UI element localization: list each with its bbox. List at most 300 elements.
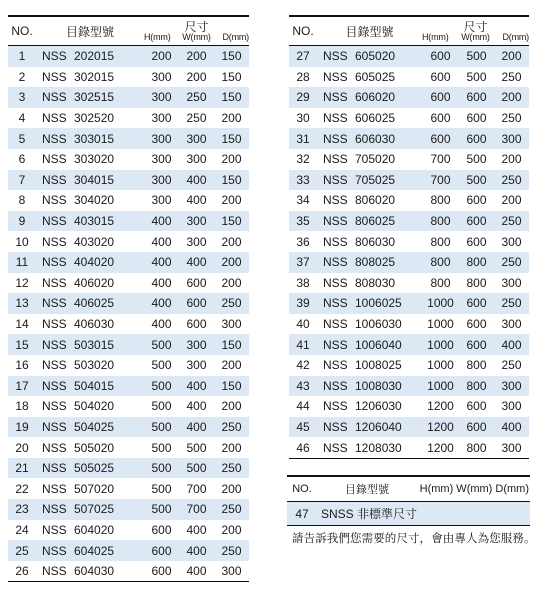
catalog-prefix: NSS <box>323 172 348 187</box>
cell-catalog <box>36 293 144 314</box>
table-row <box>289 108 529 129</box>
cell-d: 250 <box>214 499 249 520</box>
cell-catalog <box>36 478 144 499</box>
cell-d: 300 <box>494 128 529 149</box>
cell-no: 29 <box>289 87 317 108</box>
cell-w: 400 <box>186 193 207 208</box>
cell-d: 200 <box>221 522 242 537</box>
cell-d: 200 <box>501 152 522 167</box>
catalog-prefix: NSS <box>42 317 67 332</box>
cell-d: 250 <box>494 211 529 232</box>
cell-catalog <box>36 355 144 376</box>
table-body-right <box>289 46 529 459</box>
cell-catalog <box>36 108 144 129</box>
cell-no: 5 <box>8 128 36 149</box>
header-d: D(mm) <box>222 32 249 42</box>
cell-h: 500 <box>144 458 179 479</box>
catalog-number: 604020 <box>74 522 115 537</box>
catalog-number: 1006025 <box>355 296 402 311</box>
cell-h: 700 <box>422 170 459 191</box>
cell-h: 1000 <box>422 334 459 355</box>
catalog-prefix: NSS <box>323 378 348 393</box>
cell-h: 500 <box>151 440 172 455</box>
table-row <box>8 561 249 582</box>
cell-catalog <box>36 396 144 417</box>
cell-h: 400 <box>151 317 172 332</box>
cell-d: 250 <box>494 252 529 273</box>
catalog-prefix: NSS <box>42 131 67 146</box>
cell-d: 300 <box>494 376 529 397</box>
catalog-prefix: NSS <box>42 522 67 537</box>
cell-d: 250 <box>214 540 249 561</box>
catalog-number: 304020 <box>74 193 115 208</box>
cell-d: 300 <box>501 234 522 249</box>
cell-catalog <box>317 128 422 149</box>
cell-d: 200 <box>221 275 242 290</box>
table-row <box>289 190 529 211</box>
cell-catalog <box>317 376 422 397</box>
size-table-left <box>8 15 249 582</box>
cell-no: 4 <box>18 111 26 126</box>
catalog-number: 503020 <box>74 358 115 373</box>
table-row <box>289 334 529 355</box>
catalog-prefix: NSS <box>42 419 67 434</box>
catalog-number: 403015 <box>74 214 115 229</box>
table-body-left <box>8 46 249 582</box>
cell-no: 15 <box>8 334 36 355</box>
cell-catalog <box>317 87 422 108</box>
cell-no: 46 <box>289 437 317 458</box>
cell-h: 600 <box>422 128 459 149</box>
catalog-number: 504015 <box>74 378 115 393</box>
cell-no: 34 <box>296 193 310 208</box>
cell-catalog <box>36 334 144 355</box>
cell-d: 300 <box>501 275 522 290</box>
catalog-prefix: NSS <box>42 564 67 579</box>
cell-h: 800 <box>430 193 451 208</box>
table-row <box>289 417 529 438</box>
cell-d: 200 <box>501 193 522 208</box>
cell-no: 43 <box>289 376 317 397</box>
cell-catalog <box>36 231 144 252</box>
cell-h: 400 <box>144 293 179 314</box>
cell-catalog <box>36 67 144 88</box>
cell-no: 41 <box>289 334 317 355</box>
cell-d: 150 <box>214 376 249 397</box>
cell-d: 400 <box>494 417 529 438</box>
cell-d: 300 <box>501 399 522 414</box>
cell-catalog <box>36 190 144 211</box>
cell-catalog <box>36 314 144 335</box>
header-catalog: 目錄型號 <box>36 16 144 46</box>
cell-catalog <box>317 190 422 211</box>
table-row <box>8 293 249 314</box>
catalog-prefix: NSS <box>323 214 348 229</box>
cell-d: 200 <box>494 46 529 67</box>
catalog-number: 302015 <box>74 69 115 84</box>
catalog-prefix: NSS <box>42 111 67 126</box>
table-row <box>8 376 249 397</box>
special-description: SNSS 非標準尺寸 <box>317 502 530 526</box>
catalog-number: 605020 <box>355 49 396 64</box>
catalog-prefix: NSS <box>323 337 348 352</box>
cell-h: 800 <box>422 211 459 232</box>
cell-catalog <box>36 520 144 541</box>
catalog-prefix: NSS <box>323 111 348 126</box>
cell-catalog <box>36 561 144 582</box>
cell-h: 600 <box>422 46 459 67</box>
cell-h: 500 <box>144 376 179 397</box>
cell-h: 1000 <box>427 317 454 332</box>
cell-no: 8 <box>18 193 26 208</box>
cell-catalog <box>36 170 144 191</box>
cell-w: 700 <box>179 499 214 520</box>
cell-w: 400 <box>179 561 214 582</box>
cell-d: 200 <box>214 252 249 273</box>
catalog-number: 705025 <box>355 172 396 187</box>
catalog-number: 202015 <box>74 49 115 64</box>
cell-no: 14 <box>15 317 29 332</box>
catalog-number: 808025 <box>355 255 396 270</box>
cell-h: 800 <box>430 234 451 249</box>
header-h: H(mm) <box>422 32 449 42</box>
cell-h: 300 <box>151 111 172 126</box>
cell-d: 250 <box>494 293 529 314</box>
cell-no: 20 <box>15 440 29 455</box>
cell-no: 21 <box>8 458 36 479</box>
catalog-number: 505020 <box>74 440 115 455</box>
catalog-prefix: NSS <box>42 90 67 105</box>
cell-no: 31 <box>289 128 317 149</box>
table-row <box>289 170 529 191</box>
cell-d: 200 <box>221 193 242 208</box>
catalog-prefix: NSS <box>42 358 67 373</box>
cell-catalog <box>36 46 144 67</box>
cell-w: 600 <box>466 193 487 208</box>
cell-h: 1000 <box>422 293 459 314</box>
cell-no: 19 <box>8 417 36 438</box>
cell-w: 400 <box>179 376 214 397</box>
cell-d: 200 <box>221 440 242 455</box>
cell-h: 700 <box>430 152 451 167</box>
special-table-row <box>287 502 530 526</box>
catalog-number: 705020 <box>355 152 396 167</box>
cell-h: 400 <box>144 252 179 273</box>
cell-h: 1200 <box>422 417 459 438</box>
cell-d: 200 <box>221 111 242 126</box>
cell-w: 600 <box>186 275 207 290</box>
table-row <box>8 396 249 417</box>
cell-h: 500 <box>151 481 172 496</box>
cell-h: 300 <box>144 170 179 191</box>
catalog-number: 1006040 <box>355 337 402 352</box>
cell-w: 600 <box>466 399 487 414</box>
cell-catalog <box>317 334 422 355</box>
cell-w: 600 <box>459 128 494 149</box>
cell-h: 400 <box>144 211 179 232</box>
cell-h: 800 <box>422 252 459 273</box>
cell-catalog <box>36 376 144 397</box>
cell-catalog <box>36 458 144 479</box>
catalog-prefix: NSS <box>323 296 348 311</box>
cell-catalog <box>317 314 422 335</box>
custom-size-note: 請告訴我們您需要的尺寸，會由專人為您服務。 <box>292 533 536 545</box>
cell-h: 600 <box>422 87 459 108</box>
catalog-prefix: NSS <box>42 440 67 455</box>
cell-w: 300 <box>186 358 207 373</box>
cell-no: 23 <box>8 499 36 520</box>
cell-no: 40 <box>296 317 310 332</box>
catalog-number: 503015 <box>74 337 115 352</box>
catalog-prefix: NSS <box>42 399 67 414</box>
cell-h: 300 <box>144 87 179 108</box>
catalog-number: 606030 <box>355 131 396 146</box>
cell-w: 600 <box>466 234 487 249</box>
catalog-prefix: NSS <box>42 69 67 84</box>
catalog-number: 504025 <box>74 419 115 434</box>
catalog-number: 604025 <box>74 543 115 558</box>
cell-catalog <box>36 417 144 438</box>
table-row <box>8 417 249 438</box>
cell-d: 250 <box>214 458 249 479</box>
header-catalog: 目錄型號 <box>317 16 422 46</box>
table-row <box>8 458 249 479</box>
cell-w: 300 <box>186 234 207 249</box>
header-no: NO. <box>289 16 317 46</box>
cell-no: 12 <box>15 275 29 290</box>
cell-h: 600 <box>151 522 172 537</box>
cell-catalog <box>317 355 422 376</box>
table-row <box>8 149 249 170</box>
catalog-prefix: NSS <box>323 419 348 434</box>
cell-no: 37 <box>289 252 317 273</box>
table-row <box>8 211 249 232</box>
cell-h: 500 <box>144 334 179 355</box>
cell-w: 400 <box>179 170 214 191</box>
cell-catalog <box>317 417 422 438</box>
catalog-number: 1008030 <box>355 378 402 393</box>
cell-no: 3 <box>8 87 36 108</box>
cell-no: 36 <box>296 234 310 249</box>
cell-w: 800 <box>459 437 494 458</box>
header-w: W(mm) <box>461 32 490 42</box>
cell-no: 2 <box>18 69 26 84</box>
header-w: W(mm) <box>182 32 211 42</box>
catalog-prefix: NSS <box>42 193 67 208</box>
catalog-prefix: NSS <box>42 337 67 352</box>
cell-w: 300 <box>179 334 214 355</box>
table-row <box>8 314 249 335</box>
size-table-right <box>289 15 529 459</box>
cell-no: 1 <box>8 46 36 67</box>
cell-catalog <box>317 108 422 129</box>
special-table-header <box>287 476 530 502</box>
catalog-number: 806030 <box>355 234 396 249</box>
catalog-number: 806020 <box>355 193 396 208</box>
header-dimensions <box>422 16 529 46</box>
cell-no: 25 <box>8 540 36 561</box>
cell-no: 45 <box>289 417 317 438</box>
table-row <box>289 355 529 376</box>
cell-w: 700 <box>186 481 207 496</box>
table-row <box>8 520 249 541</box>
cell-catalog <box>36 87 144 108</box>
table-row <box>8 437 249 458</box>
table-row <box>289 87 529 108</box>
catalog-prefix: NSS <box>323 193 348 208</box>
cell-no: 32 <box>296 152 310 167</box>
catalog-number: 303015 <box>74 131 115 146</box>
special-size-table <box>287 475 530 526</box>
cell-h: 500 <box>144 499 179 520</box>
cell-h: 500 <box>151 358 172 373</box>
cell-d: 400 <box>494 334 529 355</box>
cell-w: 400 <box>179 540 214 561</box>
cell-w: 500 <box>459 170 494 191</box>
table-row <box>8 231 249 252</box>
catalog-prefix: NSS <box>323 152 348 167</box>
catalog-number: 1008025 <box>355 358 402 373</box>
header-h: H(mm) <box>144 32 171 42</box>
cell-h: 1200 <box>422 437 459 458</box>
catalog-prefix: NSS <box>323 440 348 455</box>
cell-w: 600 <box>466 317 487 332</box>
cell-catalog <box>317 67 422 88</box>
cell-h: 300 <box>151 69 172 84</box>
cell-d: 150 <box>214 170 249 191</box>
cell-d: 150 <box>214 87 249 108</box>
cell-d: 150 <box>214 334 249 355</box>
catalog-number: 302520 <box>74 111 115 126</box>
cell-no: 27 <box>289 46 317 67</box>
cell-d: 250 <box>501 69 522 84</box>
header-dimension-title: 尺寸 <box>184 20 209 34</box>
table-row <box>289 273 529 294</box>
cell-catalog <box>317 293 422 314</box>
table-header <box>8 16 249 46</box>
table-row <box>8 252 249 273</box>
catalog-prefix: NSS <box>323 275 348 290</box>
catalog-prefix: NSS <box>323 49 348 64</box>
catalog-number: 404020 <box>74 255 115 270</box>
table-row <box>8 170 249 191</box>
cell-w: 600 <box>466 111 487 126</box>
catalog-prefix: NSS <box>42 543 67 558</box>
catalog-number: 507025 <box>74 502 115 517</box>
special-header-no: NO. <box>287 476 317 502</box>
catalog-number: 1206030 <box>355 399 402 414</box>
cell-w: 600 <box>459 334 494 355</box>
catalog-number: 507020 <box>74 481 115 496</box>
cell-no: 11 <box>8 252 36 273</box>
cell-w: 600 <box>186 317 207 332</box>
cell-w: 800 <box>466 358 487 373</box>
cell-no: 28 <box>296 69 310 84</box>
cell-d: 200 <box>221 358 242 373</box>
table-row <box>8 334 249 355</box>
cell-no: 13 <box>8 293 36 314</box>
catalog-number: 604030 <box>74 564 115 579</box>
catalog-prefix: NSS <box>323 69 348 84</box>
cell-w: 300 <box>186 152 207 167</box>
cell-h: 1200 <box>427 399 454 414</box>
cell-d: 250 <box>501 358 522 373</box>
table-row <box>289 149 529 170</box>
table-row <box>289 252 529 273</box>
table-row <box>8 355 249 376</box>
cell-no: 24 <box>15 522 29 537</box>
cell-no: 38 <box>296 275 310 290</box>
table-row <box>289 231 529 252</box>
table-row <box>8 67 249 88</box>
special-header-catalog: 目錄型號 <box>317 476 417 502</box>
cell-w: 600 <box>459 417 494 438</box>
cell-catalog <box>36 149 144 170</box>
cell-w: 500 <box>186 440 207 455</box>
cell-d: 300 <box>501 317 522 332</box>
cell-d: 150 <box>214 46 249 67</box>
cell-h: 400 <box>151 275 172 290</box>
catalog-number: 302515 <box>74 90 115 105</box>
cell-w: 500 <box>459 46 494 67</box>
catalog-prefix: NSS <box>323 131 348 146</box>
cell-catalog <box>36 128 144 149</box>
table-header <box>289 16 529 46</box>
cell-d: 200 <box>494 87 529 108</box>
cell-catalog <box>36 252 144 273</box>
cell-no: 44 <box>296 399 310 414</box>
cell-d: 150 <box>221 69 242 84</box>
cell-no: 26 <box>8 561 36 582</box>
header-dimension-title: 尺寸 <box>463 20 488 34</box>
cell-catalog <box>317 273 422 294</box>
cell-catalog <box>317 231 422 252</box>
cell-h: 300 <box>151 193 172 208</box>
catalog-prefix: NSS <box>42 275 67 290</box>
cell-h: 300 <box>151 152 172 167</box>
catalog-number: 303020 <box>74 152 115 167</box>
cell-no: 30 <box>296 111 310 126</box>
catalog-prefix: NSS <box>323 234 348 249</box>
catalog-number: 304015 <box>74 172 115 187</box>
table-row <box>8 190 249 211</box>
cell-w: 250 <box>179 87 214 108</box>
cell-h: 600 <box>144 561 179 582</box>
catalog-number: 606025 <box>355 111 396 126</box>
cell-w: 600 <box>459 293 494 314</box>
header-dimensions <box>144 16 249 46</box>
cell-d: 300 <box>494 437 529 458</box>
cell-catalog <box>36 437 144 458</box>
catalog-number: 1006030 <box>355 317 402 332</box>
cell-no: 39 <box>289 293 317 314</box>
table-row <box>289 396 529 417</box>
table-row <box>8 128 249 149</box>
cell-h: 600 <box>144 540 179 561</box>
catalog-prefix: NSS <box>42 234 67 249</box>
cell-h: 200 <box>144 46 179 67</box>
table-row <box>289 46 529 67</box>
table-row <box>289 376 529 397</box>
catalog-prefix: NSS <box>42 152 67 167</box>
cell-w: 600 <box>459 211 494 232</box>
cell-w: 400 <box>179 252 214 273</box>
catalog-number: 1208030 <box>355 440 402 455</box>
table-row <box>289 67 529 88</box>
catalog-prefix: NSS <box>42 172 67 187</box>
cell-w: 200 <box>179 46 214 67</box>
catalog-number: 808030 <box>355 275 396 290</box>
